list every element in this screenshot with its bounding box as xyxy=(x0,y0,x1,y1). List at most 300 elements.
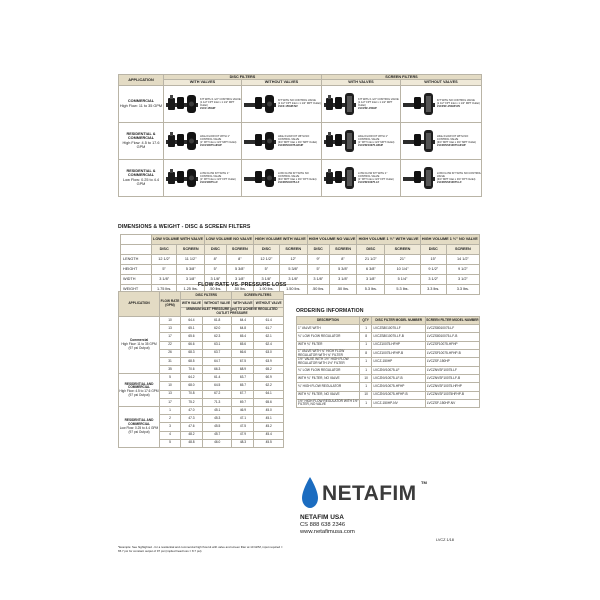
ordering-disc-cell: LVCZ-150HP xyxy=(372,358,425,367)
screen-column-header: SCREEN xyxy=(446,245,479,255)
ordering-row xyxy=(297,358,480,367)
ordering-title: ORDERING INFORMATION xyxy=(296,308,364,314)
company-website: www.netafimusa.com xyxy=(300,529,355,535)
pressure-value: 46.0 xyxy=(202,439,232,447)
dimension-value: 3 1/8" xyxy=(177,275,205,285)
flow-rate-value: 1 xyxy=(160,407,181,415)
product-kit-cell xyxy=(241,85,321,122)
flow-rate-value: 3 xyxy=(160,423,181,431)
dimension-value: 12 1/2" xyxy=(152,255,177,265)
revision-code: LVCZ 1/18 xyxy=(436,538,454,542)
flow-application-title: RESIDENTIAL AND COMMERCIAL xyxy=(124,418,154,427)
kit-description: KIT WITH 1 1/2" CONTROL VALVE (1 1/2" FPT Inlet x 1 1/2" MPT Outlet) xyxy=(200,97,241,107)
kit-description: LOW FLOW KIT WITH NO CONTROL VALVE (3/4" MPT Inlet x 3/4" FPT Outlet) xyxy=(436,171,482,181)
dimension-label: LENGTH xyxy=(121,255,152,265)
flow-rate-value: 26 xyxy=(160,349,181,357)
product-kit-cell xyxy=(241,122,321,159)
pressure-value: 65.4 xyxy=(232,333,254,341)
ordering-desc-cell: ¾" HIGH FLOW REGULATOR xyxy=(297,383,360,391)
flow-application-title: Commercial xyxy=(129,338,149,343)
dimensions-corner xyxy=(121,235,152,245)
dimension-value: 5" xyxy=(254,265,280,275)
ordering-qty-cell: 8 xyxy=(359,349,372,358)
pressure-value: 64.4 xyxy=(181,316,203,324)
flow-application-title: RESIDENTIAL AND COMMERCIAL xyxy=(124,381,154,390)
ordering-row xyxy=(297,325,480,333)
application-title: RESIDENTIAL & COMMERCIAL xyxy=(126,132,156,141)
pressure-value: 63.7 xyxy=(202,349,232,357)
dimension-value: 3 1/8" xyxy=(357,275,385,285)
kit-model-number: LVCZNVSF10075-HFHP xyxy=(436,143,466,147)
dimension-group-header: LOW VOLUME WITH VALVE xyxy=(152,235,205,245)
dimension-value: 8" xyxy=(205,255,227,265)
kit-model-number: LVCZSF-150HP xyxy=(358,106,377,110)
dimension-value: 1.90 lbs. xyxy=(254,285,280,295)
dimension-row xyxy=(121,265,480,275)
kit-description: LOW FLOW KIT WITH 1" CONTROL VALVE (1" FPT Inlet x 3/4" FPT Outlet) xyxy=(358,171,394,181)
pressure-value: 63.7 xyxy=(232,374,254,382)
flow-rate-value: 4 xyxy=(160,431,181,439)
dimension-group-header: HIGH VOLUME NO VALVE xyxy=(307,235,357,245)
pressure-value: 65.2 xyxy=(254,366,284,374)
screen-filter-kit-valve-icon xyxy=(323,89,357,119)
flow-application-header: APPLICATION xyxy=(119,292,160,317)
ordering-screen-cell: LVCZSF10075-HFHP-B xyxy=(425,349,479,358)
dimension-value: 14 1/2" xyxy=(446,255,479,265)
pressure-value: 62.2 xyxy=(254,382,284,390)
ordering-desc-cell: 1" VALVE WITH xyxy=(297,325,360,333)
pressure-value: 66.3 xyxy=(202,366,232,374)
kit-model-number: LVCZSF10075-HFHP xyxy=(358,143,384,147)
ordering-column-header: QTY xyxy=(359,317,372,325)
screen-filter-kit-valve-icon xyxy=(323,163,357,193)
ordering-qty-cell: 1 xyxy=(359,383,372,391)
dimension-group-header: HIGH VOLUME 1 ½" WITH VALVE xyxy=(357,235,420,245)
ordering-screen-cell: LVCZS8010075-LF xyxy=(425,325,479,333)
kit-model-number: LVCZ10075-HFHP xyxy=(200,143,222,147)
pressure-value: 67.5 xyxy=(232,357,254,365)
disc-filter-kit-icon xyxy=(243,89,277,119)
screen-column-header: SCREEN xyxy=(226,245,253,255)
ordering-row xyxy=(297,399,480,408)
ordering-column-header: DISC FILTER MODEL NUMBER xyxy=(372,317,425,325)
kit-model-number: LVCZ-150HP xyxy=(200,106,216,110)
company-phone: CS 888 638 2346 xyxy=(300,522,346,528)
ordering-qty-cell: 1 xyxy=(359,341,372,349)
product-row xyxy=(119,122,482,159)
pressure-value: 47.6 xyxy=(181,423,203,431)
ordering-screen-cell: LVCZNVSF10075-HFHP xyxy=(425,383,479,391)
flow-application-cell xyxy=(119,316,160,373)
dimension-value: .50 lbs. xyxy=(205,285,227,295)
ordering-screen-cell: LVCZSF10075-HFHP xyxy=(425,341,479,349)
application-title: RESIDENTIAL & COMMERCIAL xyxy=(126,169,156,178)
product-kit-cell xyxy=(164,159,242,196)
ordering-disc-cell: LVCZS8010075-LF xyxy=(372,325,425,333)
pressure-value: 67.7 xyxy=(232,390,254,398)
flow-screen-without-header: WITHOUT VALVE xyxy=(254,300,284,308)
ordering-screen-cell: LVCZNVSF10075-LF xyxy=(425,366,479,374)
flow-rate-value: 2 xyxy=(160,415,181,423)
kit-model-number: LVCZ10075-LF xyxy=(200,180,218,184)
pressure-value: 62.4 xyxy=(254,341,284,349)
flow-title: FLOW RATE VS. PRESSURE LOSS xyxy=(198,282,287,288)
disc-filters-header: DISC FILTERS xyxy=(164,75,322,80)
ordering-disc-cell: LVCZS8010075-LF-B xyxy=(372,333,425,341)
flow-footnote: *Example: See highlighted - for a residential and commercial high flow kit with valve and screen filter at 10 GPM, input required = 65.7 psi for constant output of 97 psi (implied head loss = 8.7 psi) xyxy=(118,545,283,553)
screen-column-header: SCREEN xyxy=(329,245,357,255)
product-kit-cell xyxy=(322,85,401,122)
dimension-value: 9 1/2" xyxy=(446,265,479,275)
flow-application-subtitle: High Flow: 11 to 35 GPM (97 psi Output) xyxy=(121,342,157,351)
disc-column-header: DISC xyxy=(205,245,227,255)
dimension-value: 3.3 lbs. xyxy=(420,285,446,295)
pressure-value: 64.7 xyxy=(202,357,232,365)
dimensions-corner-sub xyxy=(121,245,152,255)
flow-rate-table xyxy=(118,291,284,448)
ordering-desc-cell: WITH ¾" FILTER xyxy=(297,341,360,349)
pressure-value: 45.5 xyxy=(254,439,284,447)
ordering-qty-cell: 10 xyxy=(359,375,372,383)
pressure-value: 63.1 xyxy=(202,341,232,349)
dimension-value: 5 1/4" xyxy=(385,275,420,285)
flow-rate-value: 13 xyxy=(160,390,181,398)
ordering-qty-cell: 1 xyxy=(359,358,372,367)
dimension-group-header: LOW VOLUME NO VALVE xyxy=(205,235,254,245)
pressure-value: 48.3 xyxy=(232,439,254,447)
ordering-qty-cell: 8 xyxy=(359,333,372,341)
ordering-disc-cell: LVCZ10075-HFHP xyxy=(372,341,425,349)
pressure-value: 64.4 xyxy=(232,316,254,324)
pressure-value: 47.9 xyxy=(232,431,254,439)
ordering-column-header: SCREEN FILTER MODEL NUMBER xyxy=(425,317,479,325)
ordering-qty-cell: 1 xyxy=(359,325,372,333)
dimension-value: 5" xyxy=(307,265,329,275)
flow-rate-value: 10 xyxy=(160,382,181,390)
pressure-value: 68.0 xyxy=(181,382,203,390)
product-kit-cell xyxy=(400,85,481,122)
flow-application-subtitle: Low Flow: 0.25 to 4.4 GPM (97 psi Output) xyxy=(119,426,159,434)
pressure-value: 45.2 xyxy=(254,423,284,431)
pressure-value: 65.6 xyxy=(181,333,203,341)
pressure-value: 45.4 xyxy=(254,431,284,439)
pressure-value: 60.9 xyxy=(254,374,284,382)
disc-filter-kit-valve-icon xyxy=(165,89,199,119)
flow-disc-with-header: WITH VALVE xyxy=(181,300,203,308)
kit-description: LOW FLOW KIT WITH 1" CONTROL VALVE (1" FPT Inlet x 3/4" FPT Outlet) xyxy=(200,171,236,181)
dimension-value: 1.75 lbs. xyxy=(152,285,177,295)
pressure-value: 47.3 xyxy=(181,415,203,423)
pressure-value: 63.0 xyxy=(254,349,284,357)
product-matrix-table xyxy=(118,74,482,197)
dimensions-table xyxy=(120,234,480,295)
product-kit-cell xyxy=(322,122,401,159)
pressure-value: 70.8 xyxy=(181,390,203,398)
screen-with-valves-header: WITH VALVES xyxy=(322,80,401,85)
flow-rate-value: 10 xyxy=(160,316,181,324)
pressure-value: 64.5 xyxy=(202,382,232,390)
disc-filter-kit-valve-icon xyxy=(165,126,199,156)
ordering-screen-cell: LVCZNVSF10075HFHP-B xyxy=(425,391,479,399)
ordering-row xyxy=(297,366,480,374)
flow-rate-value: 35 xyxy=(160,366,181,374)
disc-filter-kit-valve-icon xyxy=(165,163,199,193)
application-cell xyxy=(119,85,164,122)
dimension-value: 3 1/8" xyxy=(226,275,253,285)
pressure-value: 75.2 xyxy=(181,398,203,406)
dimension-value: 5" xyxy=(152,265,177,275)
dimension-value: 8" xyxy=(329,255,357,265)
dimension-value: 10 1/4" xyxy=(385,265,420,275)
pressure-value: 48.2 xyxy=(181,431,203,439)
application-subtitle: Low Flow: 0.25 to 4.4 GPM xyxy=(122,177,160,187)
ordering-disc-cell: LVCZNV10075-HFHP xyxy=(372,383,425,391)
flow-rate-value: 5 xyxy=(160,439,181,447)
application-subtitle: High Flow: 11 to 35 GPM xyxy=(119,103,163,108)
ordering-desc-cell: WITH ¾" FILTER, NO VALVE xyxy=(297,391,360,399)
ordering-screen-cell: LVCZNVSF10075-LF-B xyxy=(425,375,479,383)
dimension-value: 5.3 lbs. xyxy=(385,285,420,295)
dimension-value: 3 1/8" xyxy=(307,275,329,285)
ordering-row xyxy=(297,333,480,341)
dimension-value: 5.3 lbs. xyxy=(357,285,385,295)
flow-rate-value: 31 xyxy=(160,357,181,365)
pressure-value: 65.6 xyxy=(232,341,254,349)
dimensions-title: DIMENSIONS & WEIGHT - DISC & SCREEN FILTERS xyxy=(118,224,251,230)
product-kit-cell xyxy=(241,159,321,196)
dimension-value: 3.3 lbs. xyxy=(446,285,479,295)
spec-sheet xyxy=(116,68,484,553)
kit-description: HIGH FLOW KIT WITH 1" CONTROL VALVE (1" FPT Inlet x 3/4" MPT Outlet) xyxy=(358,134,395,144)
disc-column-header: DISC xyxy=(254,245,280,255)
pressure-value: 47.5 xyxy=(232,423,254,431)
pressure-value: 66.6 xyxy=(181,341,203,349)
dimension-value: 11 1/2" xyxy=(177,255,205,265)
pressure-value: 61.7 xyxy=(254,325,284,333)
dimension-value: 8" xyxy=(226,255,253,265)
product-kit-cell xyxy=(322,159,401,196)
dimension-value: 21 1/2" xyxy=(357,255,385,265)
kit-description: HIGH FLOW KIT WITH NO CONTROL VALVE (3/4" MPT Inlet x 3/4" MPT Outlet) xyxy=(436,134,477,144)
application-header: APPLICATION xyxy=(119,75,164,86)
kit-description: KIT WITH NO CONTROL VALVE (1 1/2" FPT Inlet x 1 1/2" MPT Outlet) xyxy=(436,99,480,106)
dimension-value: 3 1/8" xyxy=(205,275,227,285)
pressure-value: 45.1 xyxy=(202,407,232,415)
pressure-value: 45.1 xyxy=(254,415,284,423)
pressure-value: 62.3 xyxy=(202,333,232,341)
dimension-value: 15" xyxy=(420,255,446,265)
ordering-desc-cell: 1" VALVE WITH ¾" HIGH FLOW REGULATOR WITH ¾" FILTER xyxy=(297,349,360,358)
kit-model-number: LVCZSF10075-LF xyxy=(358,180,380,184)
screen-filter-kit-valve-icon xyxy=(323,126,357,156)
pressure-value: 68.9 xyxy=(232,366,254,374)
pressure-value: 46.9 xyxy=(232,407,254,415)
kit-model-number: LVCZSF-150HP-NV xyxy=(436,105,461,109)
flow-rate-value: 17 xyxy=(160,333,181,341)
dimension-row xyxy=(121,275,480,285)
dimension-value: 3 1/8" xyxy=(254,275,280,285)
flow-row xyxy=(119,316,284,324)
ordering-screen-cell: LVCZS8010075-LF-B xyxy=(425,333,479,341)
dimension-row xyxy=(121,255,480,265)
pressure-value: 62.1 xyxy=(254,333,284,341)
screen-filter-kit-icon xyxy=(402,163,436,193)
dimension-value: .50 lbs. xyxy=(226,285,253,295)
ordering-row xyxy=(297,391,480,399)
flow-rate-value: 22 xyxy=(160,341,181,349)
disc-column-header: DISC xyxy=(357,245,385,255)
flow-screen-header: SCREEN FILTERS xyxy=(232,292,284,300)
ordering-desc-cell: ¾" LOW FLOW REGULATOR xyxy=(297,366,360,374)
ordering-disc-cell: LVCZNV10075-LF xyxy=(372,366,425,374)
dimension-value: .50 lbs. xyxy=(307,285,329,295)
dimension-value: 5 3/8" xyxy=(177,265,205,275)
product-row xyxy=(119,159,482,196)
pressure-value: 63.9 xyxy=(254,357,284,365)
ordering-desc-cell: 1½" HIGH FLOW REGULATOR WITH 1½" FILTER, NO VALVE xyxy=(298,398,359,407)
disc-column-header: DISC xyxy=(152,245,177,255)
dimension-value: 5" xyxy=(205,265,227,275)
pressure-value: 45.3 xyxy=(202,415,232,423)
application-subtitle: High Flow: 4.5 to 17.6 GPM xyxy=(122,140,160,150)
dimension-label: WIDTH xyxy=(121,275,152,285)
pressure-value: 64.8 xyxy=(232,325,254,333)
pressure-value: 69.7 xyxy=(232,398,254,406)
logo-wordmark: NETAFIM xyxy=(322,482,417,505)
dimension-value: 1.25 lbs. xyxy=(177,285,205,295)
product-row xyxy=(119,85,482,122)
ordering-desc-cell: 1½" VALVE WITH 1½" HIGH FLOW REGULATOR WITH 1½" FILTER xyxy=(297,358,360,367)
pressure-value: 61.8 xyxy=(202,316,232,324)
screen-column-header: SCREEN xyxy=(279,245,307,255)
pressure-value: 47.1 xyxy=(232,415,254,423)
application-cell xyxy=(119,159,164,196)
disc-column-header: DISC xyxy=(420,245,446,255)
dimension-value: 3 1/2" xyxy=(420,275,446,285)
ordering-screen-cell: LVCZSF-150HP-NV xyxy=(425,399,479,408)
flow-rate-value: 13 xyxy=(160,325,181,333)
flow-row xyxy=(119,374,284,382)
pressure-value: 64.1 xyxy=(254,390,284,398)
screen-filter-kit-icon xyxy=(402,126,436,156)
kit-model-number: LVCZNV10075-LF xyxy=(277,180,300,184)
pressure-value: 45.7 xyxy=(202,431,232,439)
pressure-value: 65.6 xyxy=(254,398,284,406)
ordering-disc-cell: LVCZNV10075-HFHP-B xyxy=(372,391,425,399)
kit-description: HIGH FLOW KIT WITH 1" CONTROL VALVE (1" FPT Inlet x 3/4" MPT Outlet) xyxy=(200,134,237,144)
pressure-value: 61.4 xyxy=(254,316,284,324)
pressure-value: 45.0 xyxy=(254,407,284,415)
flow-application-cell xyxy=(119,374,160,407)
ordering-qty-cell: 10 xyxy=(359,391,372,399)
dimension-value: 12 1/2" xyxy=(254,255,280,265)
ordering-table xyxy=(296,316,480,408)
water-drop-icon xyxy=(300,476,320,510)
trademark-mark: TM xyxy=(421,480,427,485)
pressure-value: 45.5 xyxy=(202,423,232,431)
pressure-value: 64.2 xyxy=(181,374,203,382)
dimension-group-header: HIGH VOLUME WITH VALVE xyxy=(254,235,308,245)
min-pressure-header: MINIMUM INLET PRESSURE (psi) TO ACHIEVE REGULATED OUTLET PRESSURE xyxy=(181,308,284,317)
flow-rate-header: FLOW RATE (GPM) xyxy=(160,292,181,317)
disc-column-header: DISC xyxy=(307,245,329,255)
dimension-value: 3 1/8" xyxy=(152,275,177,285)
dimension-value: 3 1/8" xyxy=(279,275,307,285)
dimension-value: 5 3/8" xyxy=(329,265,357,275)
ordering-desc-cell: ¾" LOW FLOW REGULATOR xyxy=(297,333,360,341)
ordering-disc-cell: LVCZNV10075-LF-B xyxy=(372,375,425,383)
dimension-value: 9 1/2" xyxy=(420,265,446,275)
dimension-value: 1.50 lbs. xyxy=(279,285,307,295)
kit-description: KIT WITH NO CONTROL VALVE (1 1/2" FPT Inlet x 1 1/2" MPT Outlet) xyxy=(277,99,321,106)
ordering-desc-cell: WITH ¾" FILTER, NO VALVE xyxy=(297,375,360,383)
dimension-group-header: HIGH VOLUME 1 ½" NO VALVE xyxy=(420,235,479,245)
disc-without-valves-header: WITHOUT VALVES xyxy=(241,80,321,85)
dimension-label: HEIGHT xyxy=(121,265,152,275)
pressure-value: 65.7 xyxy=(232,382,254,390)
ordering-qty-cell: 1 xyxy=(359,399,372,408)
screen-without-valves-header: WITHOUT VALVES xyxy=(400,80,481,85)
pressure-value: 70.6 xyxy=(181,366,203,374)
flow-row xyxy=(119,407,284,415)
ordering-row xyxy=(297,375,480,383)
kit-model-number: LVCZNV10075-HFHP xyxy=(277,143,304,147)
product-kit-cell xyxy=(164,85,242,122)
pressure-value: 66.6 xyxy=(232,349,254,357)
screen-column-header: SCREEN xyxy=(385,245,420,255)
product-kit-cell xyxy=(164,122,242,159)
company-name: NETAFIM USA xyxy=(300,514,344,521)
ordering-column-header: DESCRIPTION xyxy=(297,317,360,325)
pressure-value: 47.0 xyxy=(181,407,203,415)
kit-description: KIT WITH 1 1/2" CONTROL VALVE (1 1/2" FPT Inlet x 1 1/2" MPT Outlet) xyxy=(358,97,399,107)
screen-column-header: SCREEN xyxy=(177,245,205,255)
application-cell xyxy=(119,122,164,159)
flow-application-cell xyxy=(119,407,160,448)
flow-screen-with-header: WITH VALVE xyxy=(232,300,254,308)
screen-filter-kit-icon xyxy=(402,89,436,119)
pressure-value: 67.2 xyxy=(202,390,232,398)
pressure-value: 48.8 xyxy=(181,439,203,447)
kit-description: LOW FLOW KIT WITH NO CONTROL VALVE (3/4" MPT Inlet x 3/4" FPT Outlet) xyxy=(277,171,317,181)
pressure-value: 71.3 xyxy=(202,398,232,406)
pressure-value: 61.4 xyxy=(202,374,232,382)
netafim-logo-block xyxy=(298,476,478,546)
product-kit-cell xyxy=(400,159,481,196)
screen-filters-header: SCREEN FILTERS xyxy=(322,75,482,80)
ordering-screen-cell: LVCZSF-150HP xyxy=(425,358,479,367)
dimension-value: 3 1/8" xyxy=(329,275,357,285)
product-kit-cell xyxy=(400,122,481,159)
dimension-value: 21" xyxy=(385,255,420,265)
disc-with-valves-header: WITH VALVES xyxy=(164,80,242,85)
flow-disc-without-header: WITHOUT VALVE xyxy=(202,300,232,308)
ordering-qty-cell: 1 xyxy=(359,366,372,374)
dimension-value: 5 3/8" xyxy=(226,265,253,275)
dimension-value: 12" xyxy=(279,255,307,265)
dimension-value: 3 1/2" xyxy=(446,275,479,285)
disc-filter-kit-icon xyxy=(243,126,277,156)
pressure-value: 62.0 xyxy=(202,325,232,333)
kit-description: HIGH FLOW KIT WITH NO CONTROL VALVE (3/4" MPT Inlet x 3/4" MPT Outlet) xyxy=(277,134,318,144)
dimension-value: 9" xyxy=(307,255,329,265)
pressure-value: 68.5 xyxy=(181,357,203,365)
application-title: COMMERCIAL xyxy=(127,99,155,104)
pressure-value: 65.1 xyxy=(181,325,203,333)
flow-disc-header: DISC FILTERS xyxy=(181,292,232,300)
ordering-disc-cell: LVCZ-150HP-NV xyxy=(372,399,425,408)
dimension-value: 5 3/8" xyxy=(279,265,307,275)
